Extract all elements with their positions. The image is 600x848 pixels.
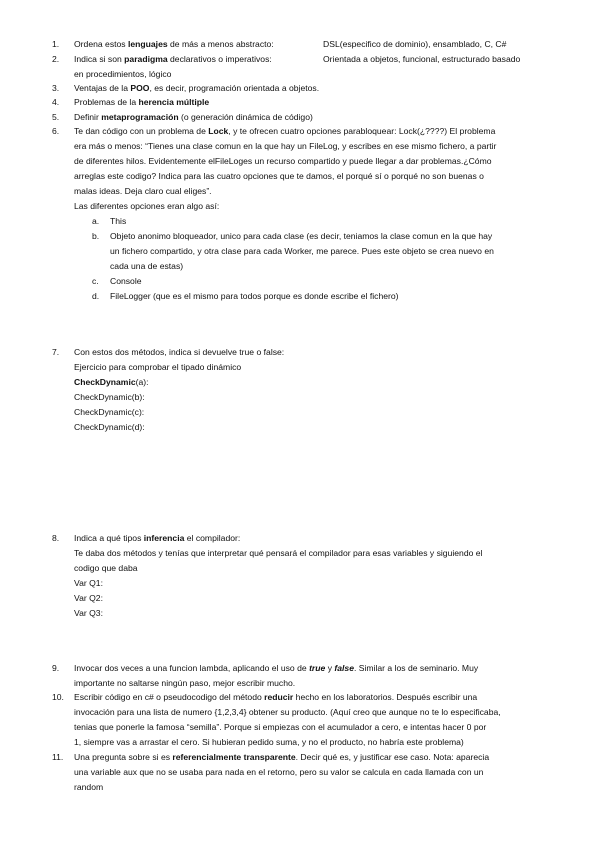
options-intro: Las diferentes opciones eran algo así: — [74, 201, 220, 211]
question-1 — [52, 37, 568, 52]
option-text: un fichero compartido, y otra clase para cada Worker, me parece. Pues este objeto se crea nuevo en — [110, 246, 494, 256]
question-text-line: importante no saltarse ningún paso, mejor escribir mucho. — [74, 678, 296, 688]
question-text-line: malas ideas. Deja claro cual eliges”. — [74, 186, 212, 196]
check-item: CheckDynamic(a): — [74, 377, 149, 387]
check-item: CheckDynamic(d): — [74, 422, 145, 432]
question-number: 6. — [52, 126, 60, 136]
question-5 — [52, 110, 568, 125]
question-text: Indica a qué tipos inferencia el compilador: — [74, 533, 241, 543]
question-text-line: era más o menos: “Tienes una clase comun en la que hay un FileLog, y escribes en ese mismo fichero, a partir — [74, 141, 497, 151]
option-letter: b. — [92, 231, 100, 241]
question-number: 3. — [52, 83, 60, 93]
question-2 — [52, 52, 568, 82]
question-text-line: random — [74, 782, 104, 792]
question-8 — [52, 531, 568, 621]
question-answer-cont: en procedimientos, lógico — [74, 69, 172, 79]
question-text-line: arreglas este codigo? Indica para las cuatro opciones que te damos, el porqué sí o porqué no son buenas o — [74, 171, 484, 181]
option-a — [74, 214, 568, 229]
option-text: This — [110, 216, 127, 226]
question-text-line: una variable aux que no se usaba para nada en el retorno, pero su valor se calcula en cada llamada con un — [74, 767, 484, 777]
option-text: cada una de estas) — [110, 261, 184, 271]
question-number: 1. — [52, 39, 60, 49]
check-item: CheckDynamic(c): — [74, 407, 145, 417]
question-number: 5. — [52, 112, 60, 122]
option-text: FileLogger (que es el mismo para todos porque es donde escribe el fichero) — [110, 291, 399, 301]
question-text-line: de diferentes hilos. Evidentemente elFileLoges un recurso compartido y puede llegar a dar problemas.¿Cómo — [74, 156, 492, 166]
question-text: Definir metaprogramación (o generación dinámica de código) — [74, 112, 313, 122]
option-d — [74, 289, 568, 304]
question-answer: Orientada a objetos, funcional, estructurado basado — [323, 54, 521, 64]
check-item: CheckDynamic(b): — [74, 392, 145, 402]
question-subtext: Ejercicio para comprobar el tipado dinámico — [74, 362, 242, 372]
question-number: 7. — [52, 347, 60, 357]
question-7 — [52, 345, 568, 435]
question-text: Problemas de la herencia múltiple — [74, 97, 210, 107]
question-text: Ventajas de la POO, es decir, programación orientada a objetos. — [74, 83, 320, 93]
question-text: Invocar dos veces a una funcion lambda, aplicando el uso de true y false. Similar a los de seminario. Muy — [74, 663, 479, 673]
question-text-line: Te daba dos métodos y tenías que interpretar qué pensará el compilador para esas variables y siguiendo el — [74, 548, 483, 558]
question-number: 11. — [52, 752, 64, 762]
var-item: Var Q3: — [74, 608, 103, 618]
question-3 — [52, 81, 568, 96]
question-number: 10. — [52, 692, 64, 702]
question-text-line: invocación para una lista de numero {1,2,3,4} obtener su producto. (Aquí creo que aunque no te lo especificaba, — [74, 707, 501, 717]
question-10 — [52, 690, 568, 750]
question-text: Con estos dos métodos, indica si devuelve true o false: — [74, 347, 285, 357]
var-item: Var Q1: — [74, 578, 103, 588]
question-11 — [52, 750, 568, 795]
var-item: Var Q2: — [74, 593, 103, 603]
question-answer: DSL(especifico de dominio), ensamblado, C, C# — [323, 39, 507, 49]
question-number: 9. — [52, 663, 60, 673]
question-number: 4. — [52, 97, 60, 107]
option-letter: a. — [92, 216, 100, 226]
question-text: Ordena estos lenguajes de más a menos abstracto: — [74, 39, 274, 49]
question-4 — [52, 95, 568, 110]
question-text: Indica si son paradigma declarativos o imperativos: — [74, 54, 272, 64]
question-text: Una pregunta sobre si es referencialmente transparente. Decir qué es, y justificar ese caso. Nota: aparecia — [74, 752, 490, 762]
option-c — [74, 274, 568, 289]
question-text-line: codigo que daba — [74, 563, 138, 573]
question-number: 8. — [52, 533, 60, 543]
question-text: Te dan código con un problema de Lock, y te ofrecen cuatro opciones parabloquear: Lock(¿????) El problema — [74, 126, 496, 136]
option-letter: c. — [92, 276, 99, 286]
question-text-line: tenias que ponerle la famosa “semilla”. Porque si empiezas con el acumulador a cero, e intentas hacer 0 por — [74, 722, 487, 732]
question-number: 2. — [52, 54, 60, 64]
option-letter: d. — [92, 291, 100, 301]
question-text: Escribir código en c# o pseudocodigo del método reducir hecho en los laboratorios. Después escribir una — [74, 692, 478, 702]
question-9 — [52, 661, 568, 691]
option-text: Console — [110, 276, 142, 286]
question-6 — [52, 124, 568, 304]
question-text-line: 1, siempre vas a arrastar el cero. Si hubieran pedido suma, y no el producto, no habría este problema) — [74, 737, 464, 747]
option-text: Objeto anonimo bloqueador, unico para cada clase (es decir, teniamos la clase comun en la que hay — [110, 231, 493, 241]
option-b — [74, 229, 568, 274]
